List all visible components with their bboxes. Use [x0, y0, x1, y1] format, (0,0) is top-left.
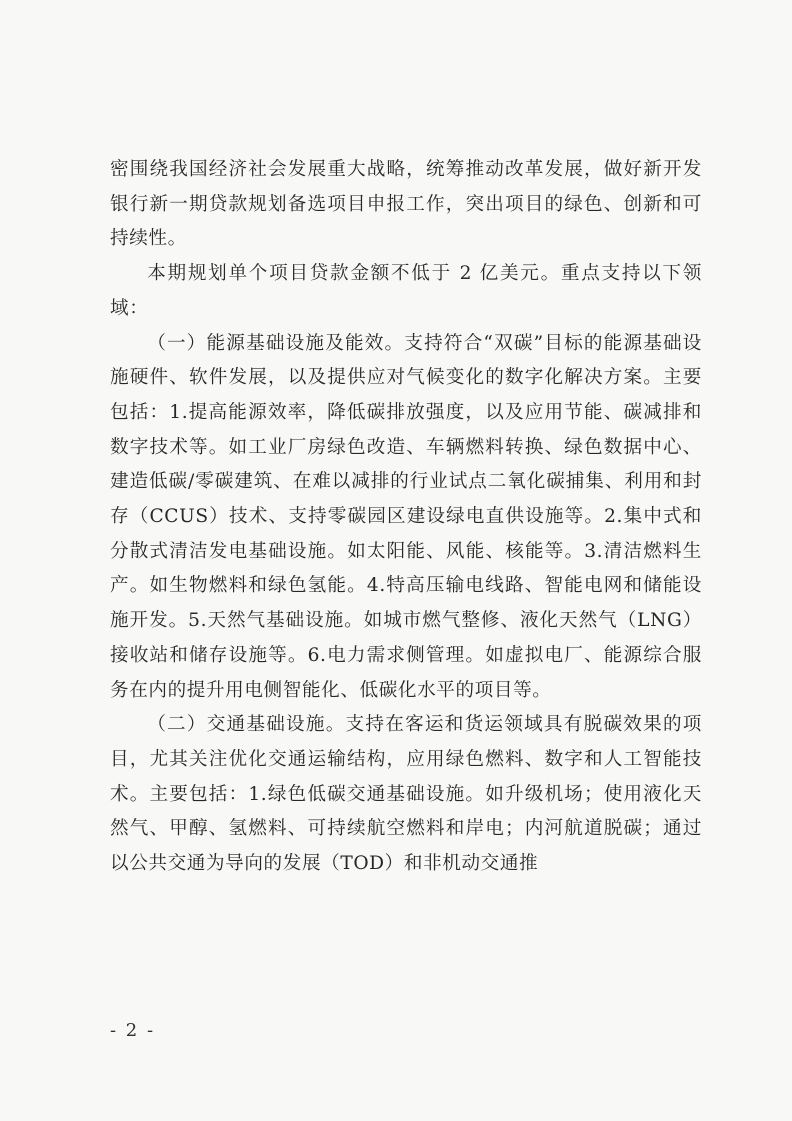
paragraph-energy-infrastructure: （一）能源基础设施及能效。支持符合“双碳”目标的能源基础设施硬件、软件发展，以及提供应对气候变化的数字化解决方案。主要包括：1.提高能源效率，降低碳排放强度，以及应用节能、碳减排和数字技术等。如工业厂房绿色改造、车辆燃料转换、绿色数据中心、建造低碳/零碳建筑、在难以减排的行业试点二氧化碳捕集、利用和封存（CCUS）技术、支持零碳园区建设绿电直供设施等。2.集中式和分散式清洁发电基础设施。如太阳能、风能、核能等。3.清洁燃料生产。如生物燃料和绿色氢能。4.特高压输电线路、智能电网和储能设施开发。5.天然气基础设施。如城市燃气整修、液化天然气（LNG）接收站和储存设施等。6.电力需求侧管理。如虚拟电厂、能源综合服务在内的提升用电侧智能化、低碳化水平的项目等。	[110, 332, 702, 701]
paragraph-loan-amount: 本期规划单个项目贷款金额不低于 2 亿美元。重点支持以下领域：	[110, 263, 702, 319]
page-number: - 2 -	[110, 1020, 156, 1041]
paragraph-transport-infrastructure: （二）交通基础设施。支持在客运和货运领域具有脱碳效果的项目，尤其关注优化交通运输结构，应用绿色燃料、数字和人工智能技术。主要包括：1.绿色低碳交通基础设施。如升级机场；使用液化天然气、甲醇、氢燃料、可持续航空燃料和岸电；内河航道脱碳；通过以公共交通为导向的发展（TOD）和非机动交通推	[110, 714, 702, 875]
paragraph-continuation: 密围绕我国经济社会发展重大战略，统筹推动改革发展，做好新开发银行新一期贷款规划备选项目申报工作，突出项目的绿色、创新和可持续性。	[110, 159, 702, 250]
document-body	[110, 153, 702, 882]
